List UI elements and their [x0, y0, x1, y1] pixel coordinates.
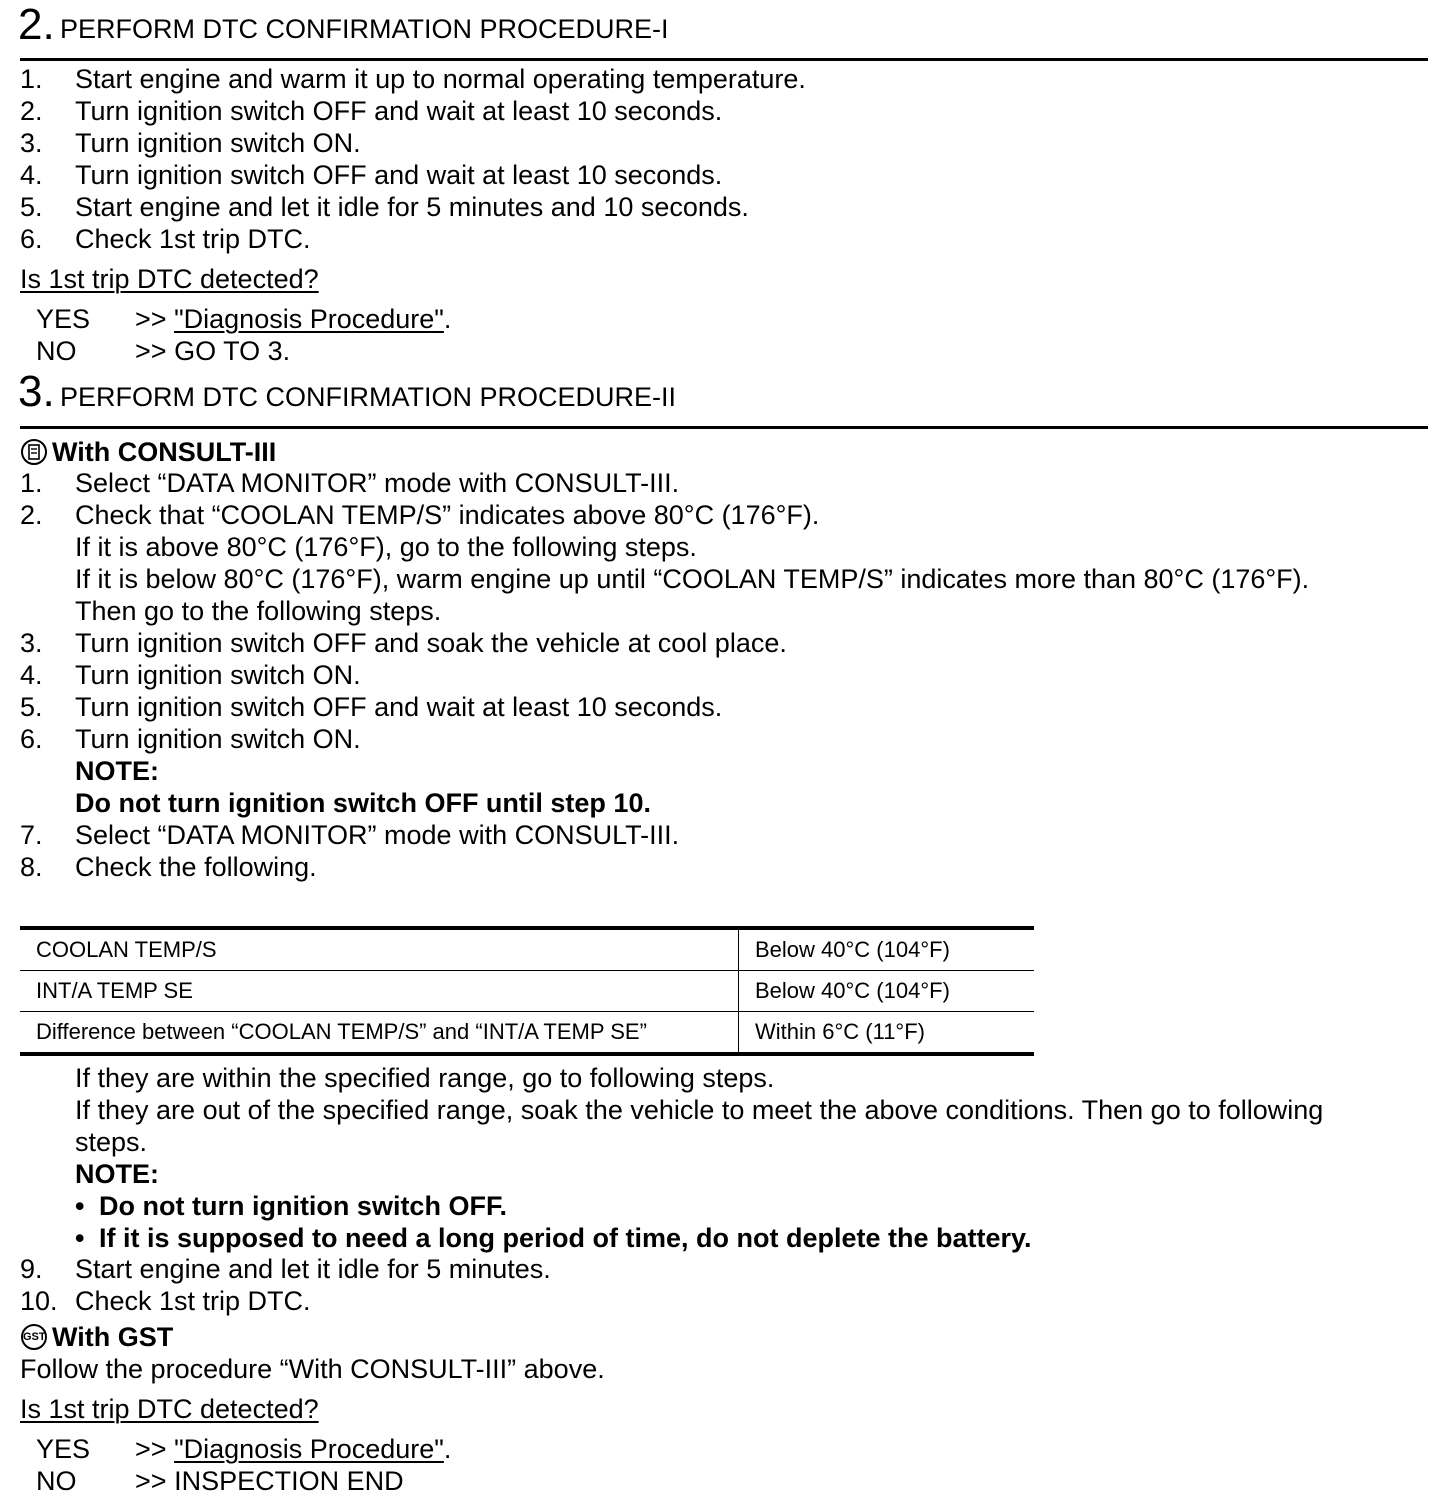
step-text: Turn ignition switch OFF and wait at least 10 seconds. — [75, 692, 723, 722]
step-text: Select “DATA MONITOR” mode with CONSULT-III. — [75, 820, 680, 850]
step-text: Start engine and let it idle for 5 minutes. — [75, 1254, 551, 1284]
step-number: 7. — [20, 820, 43, 850]
step-subtext: Then go to the following steps. — [75, 596, 442, 626]
note-bullet: If it is supposed to need a long period of time, do not deplete the battery. — [99, 1223, 1032, 1253]
step-number: 3. — [20, 128, 43, 158]
yes-arrow: >> "Diagnosis Procedure". — [135, 1434, 452, 1464]
detection-question: Is 1st trip DTC detected? — [20, 1394, 319, 1424]
step-text: Select “DATA MONITOR” mode with CONSULT-III. — [75, 468, 680, 498]
section-3-number: 3. — [18, 367, 55, 416]
note-label: NOTE: — [75, 1159, 159, 1189]
step-subtext: If they are within the specified range, go to following steps. — [75, 1063, 775, 1093]
section-2-number: 2. — [18, 0, 55, 49]
section-3-title: PERFORM DTC CONFIRMATION PROCEDURE-II — [60, 382, 676, 412]
condition-table — [20, 926, 1034, 1056]
step-subtext: If it is above 80°C (176°F), go to the following steps. — [75, 532, 697, 562]
step-number: 10. — [20, 1286, 58, 1316]
step-number: 6. — [20, 224, 43, 254]
table-row — [20, 1012, 1034, 1055]
step-text: Start engine and let it idle for 5 minutes and 10 seconds. — [75, 192, 749, 222]
step-number: 4. — [20, 660, 43, 690]
note-bullet-marker: • — [75, 1223, 85, 1253]
no-label: NO — [36, 1466, 77, 1496]
note-label: NOTE: — [75, 756, 159, 786]
yes-arrow: >> "Diagnosis Procedure". — [135, 304, 452, 334]
section-3-rule — [20, 426, 1428, 429]
step-number: 4. — [20, 160, 43, 190]
step-number: 2. — [20, 500, 43, 530]
step-subtext: If it is below 80°C (176°F), warm engine up until “COOLAN TEMP/S” indicates more than 80°C (176°F). — [75, 564, 1310, 594]
step-text: Turn ignition switch ON. — [75, 660, 361, 690]
step-subtext: steps. — [75, 1127, 148, 1157]
table-cell-condition: Below 40°C (104°F) — [739, 928, 1035, 971]
no-label: NO — [36, 336, 77, 366]
table-cell-condition: Within 6°C (11°F) — [739, 1012, 1035, 1055]
step-number: 1. — [20, 64, 43, 94]
step-number: 9. — [20, 1254, 43, 1284]
step-text: Turn ignition switch OFF and soak the vehicle at cool place. — [75, 628, 787, 658]
gst-icon: GST — [21, 1324, 47, 1350]
step-text: Check that “COOLAN TEMP/S” indicates above 80°C (176°F). — [75, 500, 820, 530]
consult-icon — [21, 439, 47, 465]
table-row — [20, 928, 1034, 971]
step-text: Turn ignition switch OFF and wait at least 10 seconds. — [75, 160, 723, 190]
table-cell-condition: Below 40°C (104°F) — [739, 971, 1035, 1012]
detection-question: Is 1st trip DTC detected? — [20, 264, 319, 294]
yes-label: YES — [36, 1434, 91, 1464]
gst-text: Follow the procedure “With CONSULT-III” above. — [20, 1354, 605, 1384]
step-text: Check 1st trip DTC. — [75, 224, 311, 254]
step-subtext: If they are out of the specified range, soak the vehicle to meet the above conditions. Then go to following — [75, 1095, 1324, 1125]
section-2-rule — [20, 58, 1428, 61]
table-row — [20, 971, 1034, 1012]
table-cell-item: COOLAN TEMP/S — [20, 928, 739, 971]
step-number: 6. — [20, 724, 43, 754]
step-number: 3. — [20, 628, 43, 658]
diagnosis-procedure-link[interactable]: "Diagnosis Procedure" — [174, 1434, 444, 1464]
note-bullet-marker: • — [75, 1191, 85, 1221]
note-text: Do not turn ignition switch OFF until step 10. — [75, 788, 651, 818]
step-number: 5. — [20, 692, 43, 722]
no-action: >> GO TO 3. — [135, 336, 291, 366]
step-text: Check 1st trip DTC. — [75, 1286, 311, 1316]
diagnosis-procedure-link[interactable]: "Diagnosis Procedure" — [174, 304, 444, 334]
table-cell-item: INT/A TEMP SE — [20, 971, 739, 1012]
step-text: Check the following. — [75, 852, 317, 882]
step-text: Turn ignition switch ON. — [75, 724, 361, 754]
step-number: 2. — [20, 96, 43, 126]
gst-heading: With GST — [52, 1322, 174, 1352]
no-action: >> INSPECTION END — [135, 1466, 404, 1496]
step-number: 5. — [20, 192, 43, 222]
consult-heading: With CONSULT-III — [52, 437, 277, 467]
step-text: Turn ignition switch ON. — [75, 128, 361, 158]
table-cell-item: Difference between “COOLAN TEMP/S” and “INT/A TEMP SE” — [20, 1012, 739, 1055]
step-text: Start engine and warm it up to normal operating temperature. — [75, 64, 806, 94]
yes-label: YES — [36, 304, 91, 334]
step-number: 1. — [20, 468, 43, 498]
step-number: 8. — [20, 852, 43, 882]
note-bullet: Do not turn ignition switch OFF. — [99, 1191, 507, 1221]
step-text: Turn ignition switch OFF and wait at least 10 seconds. — [75, 96, 723, 126]
section-2-title: PERFORM DTC CONFIRMATION PROCEDURE-I — [60, 14, 669, 44]
